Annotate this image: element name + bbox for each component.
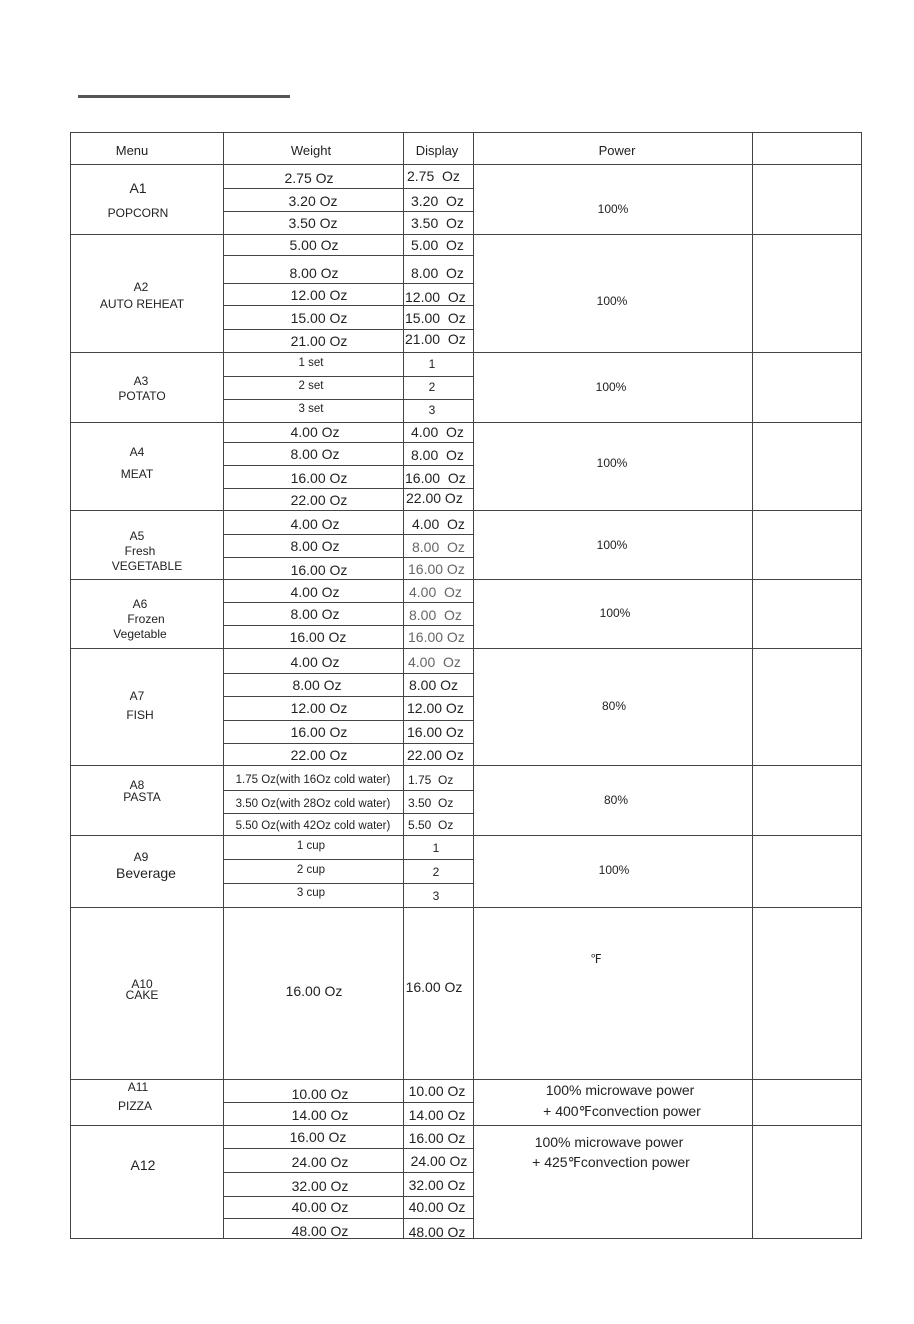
display-cell: 16.00 Oz bbox=[408, 1130, 466, 1146]
row-divider bbox=[223, 1148, 473, 1149]
row-divider bbox=[223, 1218, 473, 1219]
display-cell: 10.00 Oz bbox=[408, 1083, 466, 1099]
column-header-display: Display bbox=[415, 143, 459, 158]
power-cell: ℉ bbox=[590, 952, 602, 966]
power-cell: 100% bbox=[596, 538, 628, 552]
column-header-menu: Menu bbox=[115, 143, 149, 158]
weight-cell: 1 set bbox=[298, 357, 324, 369]
display-cell: 4.00 Oz bbox=[411, 424, 464, 440]
display-cell: 22.00 Oz bbox=[406, 490, 463, 506]
row-divider bbox=[223, 1172, 473, 1173]
weight-cell: 3 cup bbox=[296, 887, 326, 899]
weight-cell: 8.00 Oz bbox=[290, 446, 340, 462]
weight-cell: 4.00 Oz bbox=[290, 584, 340, 600]
menu-code: A2 bbox=[133, 280, 149, 294]
row-divider bbox=[223, 743, 473, 744]
weight-cell: 3 set bbox=[298, 403, 324, 415]
row-divider bbox=[223, 557, 473, 558]
menu-name-line2: VEGETABLE bbox=[111, 559, 183, 573]
row-divider bbox=[223, 376, 473, 377]
row-divider bbox=[223, 188, 473, 189]
row-divider bbox=[223, 1102, 473, 1103]
display-cell: 1 bbox=[428, 357, 436, 371]
column-divider bbox=[752, 133, 753, 1238]
row-divider bbox=[223, 329, 473, 330]
display-cell: 5.50 Oz bbox=[408, 818, 454, 832]
display-cell: 8.00 Oz bbox=[409, 677, 459, 693]
display-cell: 14.00 Oz bbox=[408, 1107, 466, 1123]
menu-code: A9 bbox=[133, 850, 149, 864]
power-cell: 100% bbox=[598, 863, 630, 877]
display-cell: 8.00 Oz bbox=[412, 539, 465, 555]
menu-name: MEAT bbox=[120, 467, 154, 481]
row-divider bbox=[223, 625, 473, 626]
menu-name: CAKE bbox=[125, 988, 159, 1002]
weight-cell: 4.00 Oz bbox=[290, 424, 340, 440]
display-cell: 12.00 Oz bbox=[407, 700, 464, 716]
weight-cell: 8.00 Oz bbox=[290, 538, 340, 554]
menu-name: Frozen bbox=[127, 612, 165, 626]
power-cell: 100% microwave power bbox=[545, 1082, 695, 1098]
display-cell: 48.00 Oz bbox=[408, 1224, 466, 1240]
menu-code: A8 bbox=[129, 778, 145, 792]
menu-name: POTATO bbox=[118, 389, 166, 403]
weight-cell: 21.00 Oz bbox=[290, 333, 348, 349]
display-cell: 3 bbox=[432, 889, 440, 903]
weight-cell: 5.00 Oz bbox=[289, 237, 339, 253]
group-divider bbox=[71, 907, 861, 908]
display-cell: 3 bbox=[428, 403, 436, 417]
row-divider bbox=[223, 720, 473, 721]
group-divider bbox=[71, 1125, 861, 1126]
header-divider bbox=[71, 164, 861, 165]
display-cell: 8.00 Oz bbox=[409, 607, 462, 623]
menu-code: A11 bbox=[127, 1080, 149, 1094]
row-divider bbox=[223, 813, 473, 814]
row-divider bbox=[223, 465, 473, 466]
display-cell: 1 bbox=[432, 841, 440, 855]
menu-code: A10 bbox=[131, 977, 153, 991]
weight-cell: 32.00 Oz bbox=[291, 1178, 349, 1194]
menu-code: A3 bbox=[133, 374, 149, 388]
row-divider bbox=[223, 211, 473, 212]
power-cell-line2: + 400℉convection power bbox=[543, 1103, 701, 1119]
weight-cell: 2.75 Oz bbox=[284, 170, 334, 186]
power-cell: 80% bbox=[603, 793, 629, 807]
row-divider bbox=[223, 442, 473, 443]
row-divider bbox=[223, 399, 473, 400]
weight-cell: 3.20 Oz bbox=[288, 193, 338, 209]
menu-name-line2: Vegetable bbox=[113, 627, 167, 641]
weight-cell: 16.00 Oz bbox=[285, 983, 343, 999]
power-cell: 100% bbox=[596, 294, 628, 308]
column-header-power: Power bbox=[598, 143, 636, 158]
display-cell: 16.00 Oz bbox=[408, 629, 465, 645]
power-cell: 100% bbox=[596, 456, 628, 470]
row-divider bbox=[223, 602, 473, 603]
weight-cell: 22.00 Oz bbox=[290, 747, 348, 763]
display-cell: 5.00 Oz bbox=[411, 237, 464, 253]
weight-cell: 10.00 Oz bbox=[291, 1086, 349, 1102]
menu-name: PIZZA bbox=[117, 1099, 153, 1113]
display-cell: 32.00 Oz bbox=[408, 1177, 466, 1193]
display-cell: 16.00 Oz bbox=[408, 561, 465, 577]
display-cell: 2 bbox=[428, 380, 436, 394]
display-cell: 16.00 Oz bbox=[407, 724, 464, 740]
menu-name: Beverage bbox=[116, 865, 176, 881]
weight-cell: 3.50 Oz bbox=[288, 215, 338, 231]
group-divider bbox=[71, 835, 861, 836]
column-header-weight: Weight bbox=[290, 143, 332, 158]
row-divider bbox=[223, 255, 473, 256]
display-cell: 40.00 Oz bbox=[408, 1199, 466, 1215]
weight-cell: 2 cup bbox=[296, 864, 326, 876]
display-cell: 1.75 Oz bbox=[408, 773, 454, 787]
weight-cell: 16.00 Oz bbox=[289, 1129, 347, 1145]
display-cell: 3.20 Oz bbox=[411, 193, 464, 209]
display-cell: 24.00 Oz bbox=[410, 1153, 468, 1169]
group-divider bbox=[71, 765, 861, 766]
weight-cell: 16.00 Oz bbox=[289, 629, 347, 645]
display-cell: 15.00 Oz bbox=[405, 310, 466, 326]
weight-cell: 4.00 Oz bbox=[290, 654, 340, 670]
row-divider bbox=[223, 673, 473, 674]
display-cell: 4.00 Oz bbox=[409, 584, 462, 600]
power-cell: 100% bbox=[597, 202, 629, 216]
group-divider bbox=[71, 1079, 861, 1080]
menu-code: A7 bbox=[129, 689, 145, 703]
power-cell-line2: + 425℉convection power bbox=[532, 1154, 690, 1170]
menu-name: POPCORN bbox=[107, 206, 169, 220]
menu-name: AUTO REHEAT bbox=[99, 297, 185, 311]
weight-cell: 1.75 Oz(with 16Oz cold water) bbox=[235, 774, 391, 786]
menu-name: FISH bbox=[126, 708, 154, 722]
weight-cell: 15.00 Oz bbox=[290, 310, 348, 326]
row-divider bbox=[223, 283, 473, 284]
power-cell: 100% microwave power bbox=[534, 1134, 684, 1150]
cooking-menu-table bbox=[70, 132, 862, 1239]
weight-cell: 3.50 Oz(with 28Oz cold water) bbox=[235, 798, 391, 810]
menu-code: A4 bbox=[129, 445, 145, 459]
display-cell: 3.50 Oz bbox=[411, 215, 464, 231]
display-cell: 12.00 Oz bbox=[405, 289, 466, 305]
menu-name: Fresh bbox=[124, 544, 156, 558]
weight-cell: 2 set bbox=[298, 380, 324, 392]
power-cell: 80% bbox=[601, 699, 627, 713]
display-cell: 2 bbox=[432, 865, 440, 879]
row-divider bbox=[223, 696, 473, 697]
weight-cell: 1 cup bbox=[296, 840, 326, 852]
display-cell: 8.00 Oz bbox=[411, 265, 464, 281]
group-divider bbox=[71, 648, 861, 649]
power-cell: 100% bbox=[595, 380, 627, 394]
group-divider bbox=[71, 234, 861, 235]
weight-cell: 48.00 Oz bbox=[291, 1223, 349, 1239]
row-divider bbox=[223, 305, 473, 306]
display-cell: 16.00 Oz bbox=[405, 979, 463, 995]
group-divider bbox=[71, 579, 861, 580]
row-divider bbox=[223, 859, 473, 860]
weight-cell: 22.00 Oz bbox=[290, 492, 348, 508]
row-divider bbox=[223, 1196, 473, 1197]
display-cell: 3.50 Oz bbox=[408, 796, 454, 810]
display-cell: 4.00 Oz bbox=[412, 516, 465, 532]
heading-underline bbox=[78, 95, 290, 98]
row-divider bbox=[223, 883, 473, 884]
row-divider bbox=[223, 488, 473, 489]
weight-cell: 8.00 Oz bbox=[292, 677, 342, 693]
menu-code: A5 bbox=[129, 529, 145, 543]
weight-cell: 8.00 Oz bbox=[290, 606, 340, 622]
row-divider bbox=[223, 790, 473, 791]
menu-code: A6 bbox=[132, 597, 148, 611]
weight-cell: 40.00 Oz bbox=[291, 1199, 349, 1215]
display-cell: 2.75 Oz bbox=[407, 168, 460, 184]
display-cell: 22.00 Oz bbox=[407, 747, 464, 763]
group-divider bbox=[71, 422, 861, 423]
menu-name: PASTA bbox=[123, 790, 161, 804]
weight-cell: 24.00 Oz bbox=[291, 1154, 349, 1170]
group-divider bbox=[71, 510, 861, 511]
weight-cell: 8.00 Oz bbox=[289, 265, 339, 281]
weight-cell: 12.00 Oz bbox=[290, 700, 348, 716]
weight-cell: 16.00 Oz bbox=[290, 562, 348, 578]
weight-cell: 5.50 Oz(with 42Oz cold water) bbox=[235, 820, 391, 832]
display-cell: 21.00 Oz bbox=[405, 331, 466, 347]
weight-cell: 16.00 Oz bbox=[290, 470, 348, 486]
weight-cell: 14.00 Oz bbox=[291, 1107, 349, 1123]
weight-cell: 16.00 Oz bbox=[290, 724, 348, 740]
menu-code: A12 bbox=[130, 1157, 156, 1173]
weight-cell: 12.00 Oz bbox=[290, 287, 348, 303]
display-cell: 16.00 Oz bbox=[405, 470, 466, 486]
column-divider bbox=[473, 133, 474, 1238]
row-divider bbox=[223, 534, 473, 535]
group-divider bbox=[71, 352, 861, 353]
column-divider bbox=[223, 133, 224, 1238]
display-cell: 8.00 Oz bbox=[411, 447, 464, 463]
menu-code: A1 bbox=[129, 180, 147, 196]
power-cell: 100% bbox=[599, 606, 631, 620]
column-divider bbox=[403, 133, 404, 1238]
display-cell: 4.00 Oz bbox=[408, 654, 461, 670]
weight-cell: 4.00 Oz bbox=[290, 516, 340, 532]
